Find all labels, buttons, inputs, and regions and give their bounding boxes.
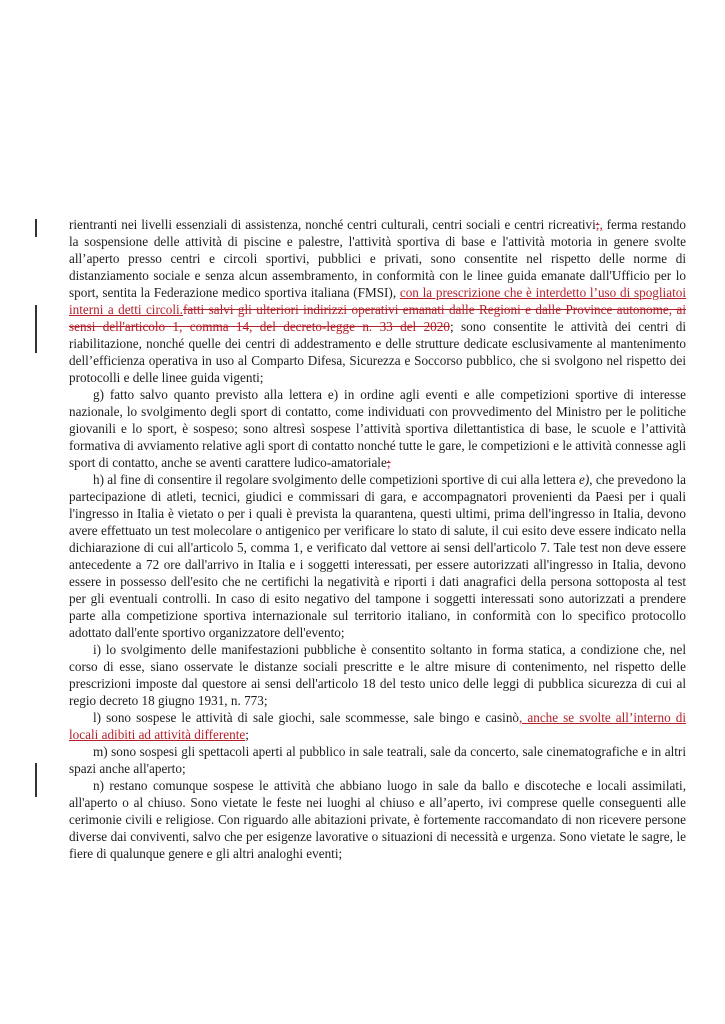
paragraph-h [69,471,686,641]
paragraph-text: h) al fine di consentire il regolare svolgimento delle competizioni sportive di cui alla lettera [93,472,580,487]
paragraph-n: n) restano comunque sospese le attività che abbiano luogo in sale da ballo e discoteche e locali assimilati, all'aperto o al chiuso. Sono vietate le feste nei luoghi al chiuso e all’aperto, ivi comprese quelle conseguenti alle cerimonie civili e religiose. Con riguardo alle abitazioni private, è fortemente raccomandato di non ricevere persone diverse dai conviventi, salvo che per esigenze lavorative o situazioni di necessità e urgenza. Sono vietate le sagre, le fiere di qualunque genere e gli altri analoghi eventi; [69,778,686,861]
deleted-text: ; [595,217,600,232]
change-bar-top [35,219,37,237]
deleted-text: ; [386,455,391,470]
paragraph-text: ferma restando la sospensione delle attività di piscine e palestre, l'attività sportiva di base e l'attività motoria in genere svolte all’aperto presso centri e circoli sportivi, pubblici e privati, sono consentite nel rispetto delle norme di distanziamento sociale e senza alcun assembramento, in conformità con le linee guida emanate dall'Ufficio per lo sport, sentita la Federazione medico sportiva italiana (FMSI), [69,217,686,300]
paragraph-text: ; [245,727,249,742]
paragraph-g [69,386,686,471]
paragraph-i: i) lo svolgimento delle manifestazioni pubbliche è consentito soltanto in forma statica, a condizione che, nel corso di esse, siano osservate le distanze sociali prescritte e le altre misure di contenimento, nel rispetto delle prescrizioni imposte dal questore ai sensi dell'articolo 18 del testo unico delle leggi di pubblica sicurezza di cui al regio decreto 18 giugno 1931, n. 773; [69,642,686,708]
inserted-text: , [599,217,603,232]
change-bar-middle [35,305,37,353]
paragraph-m: m) sono sospesi gli spettacoli aperti al pubblico in sale teatrali, sale da concerto, sale cinematografiche e in altri spazi anche all'aperto; [69,744,686,776]
inserted-text: con la prescrizione che è interdetto l’uso di spogliatoi interni a detti circoli. [69,285,686,317]
document-body [69,216,686,862]
paragraph-text: ; sono consentite le attività dei centri di riabilitazione, nonché quelle dei centri di addestramento e delle strutture dedicate esclusivamente al mantenimento dell’efficienza operativa in uso al Comparto Difesa, Sicurezza e Soccorso pubblico, che si svolgono nel rispetto dei protocolli e delle linee guida vigenti; [69,319,686,385]
paragraph-text: g) fatto salvo quanto previsto alla lettera e) in ordine agli eventi e alle competizioni sportive di interesse nazionale, lo svolgimento degli sport di contatto, come individuati con provvedimento del Ministro per le politiche giovanili e lo sport, è sospeso; sono altresì sospese l’attività sportiva dilettantistica di base, le scuole e l’attività formativa di avviamento relative agli sport di contatto nonché tutte le gare, le competizioni e le attività connesse agli sport di contatto, anche se aventi carattere ludico-amatoriale [69,387,686,470]
letter-reference: e) [579,472,590,487]
deleted-text: fatti salvi gli ulteriori indirizzi operativi emanati dalle Regioni e dalle Province autonome, ai sensi dell'articolo 1, comma 14, del decreto-legge n. 33 del 2020 [69,302,686,334]
paragraph-text: rientranti nei livelli essenziali di assistenza, nonché centri culturali, centri sociali e centri ricreativi [69,217,596,232]
inserted-text: , anche se svolte all’interno di locali adibiti ad attività differente [69,710,686,742]
change-bar-lower [35,763,37,797]
paragraph-text: , che prevedono la partecipazione di atleti, tecnici, giudici e commissari di gara, e accompagnatori provenienti da Paesi per i quali l'ingresso in Italia è vietato o per i quali è prevista la quarantena, questi ultimi, prima dell'ingresso in Italia, devono avere effettuato un test molecolare o antigenico per verificare lo stato di salute, il cui esito deve essere indicato nella dichiarazione di cui all'articolo 5, comma 1, e verificato dal vettore ai sensi dell'articolo 7. Tale test non deve essere antecedente a 72 ore dall'arrivo in Italia e i soggetti interessati, per essere autorizzati all'ingresso in Italia, devono essere in possesso dell'esito che ne certifichi la negatività e riporti i dati anagrafici della persona sottoposta al test per gli eventuali controlli. In caso di esito negativo del tampone i soggetti interessati sono autorizzati a prendere parte alla competizione sportiva internazionale sul territorio italiano, in conformità con lo specifico protocollo adottato dall'ente sportivo organizzatore dell'evento; [69,472,686,640]
paragraph-text: l) sono sospese le attività di sale giochi, sale scommesse, sale bingo e casinò [93,710,520,725]
paragraph-l [69,709,686,743]
paragraph-sport-activities [69,216,686,386]
